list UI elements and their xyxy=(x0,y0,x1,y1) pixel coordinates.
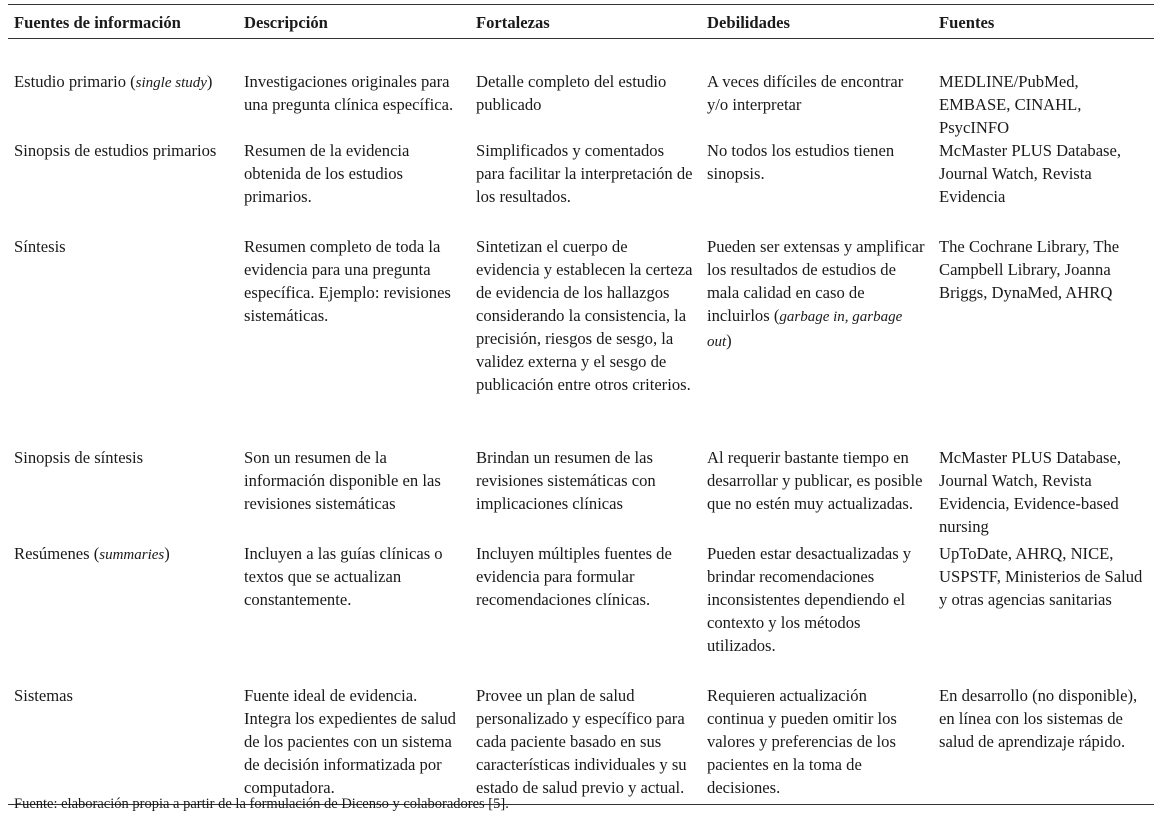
description-cell: Investigaciones originales para una pregunta clínica específica. xyxy=(244,72,454,114)
references-cell: McMaster PLUS Database, Journal Watch, Revista Evidencia, Evidence-based nursing xyxy=(939,448,1122,536)
header-fortalezas: Fortalezas xyxy=(470,5,701,39)
weaknesses-cell xyxy=(701,542,933,684)
source-type-cell xyxy=(8,39,238,140)
strengths-cell: Brindan un resumen de las revisiones sistemáticas con implicaciones clínicas xyxy=(476,448,656,513)
source-type-cell-text: Sinopsis de estudios primarios xyxy=(14,141,217,160)
source-type-cell-text-end: ) xyxy=(164,544,170,563)
weaknesses-cell-text: Pueden estar desactualizadas y brindar recomendaciones inconsistentes dependiendo el contexto y los métodos utilizados. xyxy=(707,544,912,655)
references-cell: The Cochrane Library, The Campbell Library, Joanna Briggs, DynaMed, AHRQ xyxy=(939,237,1120,302)
description-cell: Resumen de la evidencia obtenida de los estudios primarios. xyxy=(244,141,410,206)
source-type-cell-text: Sistemas xyxy=(14,686,74,705)
table-row xyxy=(8,39,1154,140)
strengths-cell: Provee un plan de salud personalizado y específico para cada paciente basado en sus características individuales y su estado de salud previo y actual. xyxy=(470,684,701,805)
source-type-cell xyxy=(8,446,238,542)
source-type-cell-text: Estudio primario ( xyxy=(14,72,136,91)
table-row xyxy=(8,684,1154,805)
weaknesses-cell xyxy=(701,139,933,235)
source-type-cell xyxy=(8,542,238,684)
references-cell: UpToDate, AHRQ, NICE, USPSTF, Ministerios de Salud y otras agencias sanitarias xyxy=(939,544,1143,609)
source-type-cell-text: Resúmenes ( xyxy=(14,544,100,563)
source-type-cell-text: Síntesis xyxy=(14,237,66,256)
weaknesses-cell-text: No todos los estudios tienen sinopsis. xyxy=(707,141,895,183)
table-row xyxy=(8,446,1154,542)
source-type-cell xyxy=(8,684,238,805)
source-type-cell xyxy=(8,139,238,235)
table-row xyxy=(8,235,1154,446)
weaknesses-cell-text: A veces difíciles de encontrar y/o interpretar xyxy=(707,72,904,114)
weaknesses-cell xyxy=(701,235,933,446)
references-cell: En desarrollo (no disponible), en línea con los sistemas de salud de aprendizaje rápido. xyxy=(933,684,1154,805)
references-cell: MEDLINE/PubMed, EMBASE, CINAHL, PsycINFO xyxy=(939,72,1082,137)
description-cell: Incluyen a las guías clínicas o textos que se actualizan constantemente. xyxy=(244,544,443,609)
table-footnote: Fuente: elaboración propia a partir de la formulación de Dicenso y colaboradores [5]. xyxy=(14,796,509,812)
description-cell: Fuente ideal de evidencia. Integra los expedientes de salud de los pacientes con un sistema de decisión informatizada por computadora. xyxy=(238,684,470,805)
header-descripcion: Descripción xyxy=(238,5,470,39)
weaknesses-cell xyxy=(701,39,933,140)
description-cell: Son un resumen de la información disponible en las revisiones sistemáticas xyxy=(244,448,441,513)
weaknesses-cell xyxy=(701,446,933,542)
header-fuentes-de-informacion: Fuentes de información xyxy=(8,5,238,39)
table-row xyxy=(8,139,1154,235)
source-type-cell xyxy=(8,235,238,446)
weaknesses-cell xyxy=(701,684,933,805)
strengths-cell: Detalle completo del estudio publicado xyxy=(476,72,667,114)
header-fuentes: Fuentes xyxy=(933,5,1154,39)
weaknesses-cell-italic-text: garbage in, garbage out xyxy=(707,309,903,350)
strengths-cell: Sintetizan el cuerpo de evidencia y establecen la certeza de evidencia de los hallazgos considerando la consistencia, la precisión, riesgos de sesgo, la validez externa y el sesgo de publicación entre otros criterios. xyxy=(476,237,693,394)
weaknesses-cell-text: Pueden ser extensas y amplificar los resultados de estudios de mala calidad en caso de incluirlos ( xyxy=(707,237,925,325)
description-cell: Resumen completo de toda la evidencia para una pregunta específica. Ejemplo: revisiones sistemáticas. xyxy=(244,237,451,325)
header-debilidades: Debilidades xyxy=(701,5,933,39)
source-type-cell-italic-text: single study xyxy=(135,75,207,91)
strengths-cell: Simplificados y comentados para facilitar la interpretación de los resultados. xyxy=(476,141,693,206)
weaknesses-cell-text: Requieren actualización continua y pueden omitir los valores y preferencias de los pacientes en la toma de decisiones. xyxy=(707,686,897,797)
weaknesses-cell-text: Al requerir bastante tiempo en desarrollar y publicar, es posible que no estén muy actualizadas. xyxy=(707,448,923,513)
table-row xyxy=(8,542,1154,684)
table-header-row xyxy=(8,5,1154,39)
source-type-cell-italic-text: summaries xyxy=(99,547,165,563)
strengths-cell: Incluyen múltiples fuentes de evidencia para formular recomendaciones clínicas. xyxy=(476,544,672,609)
weaknesses-cell-text-end: ) xyxy=(726,331,732,350)
source-type-cell-text: Sinopsis de síntesis xyxy=(14,448,144,467)
evidence-sources-table xyxy=(8,4,1154,805)
references-cell: McMaster PLUS Database, Journal Watch, Revista Evidencia xyxy=(939,141,1122,206)
source-type-cell-text-end: ) xyxy=(206,72,213,91)
